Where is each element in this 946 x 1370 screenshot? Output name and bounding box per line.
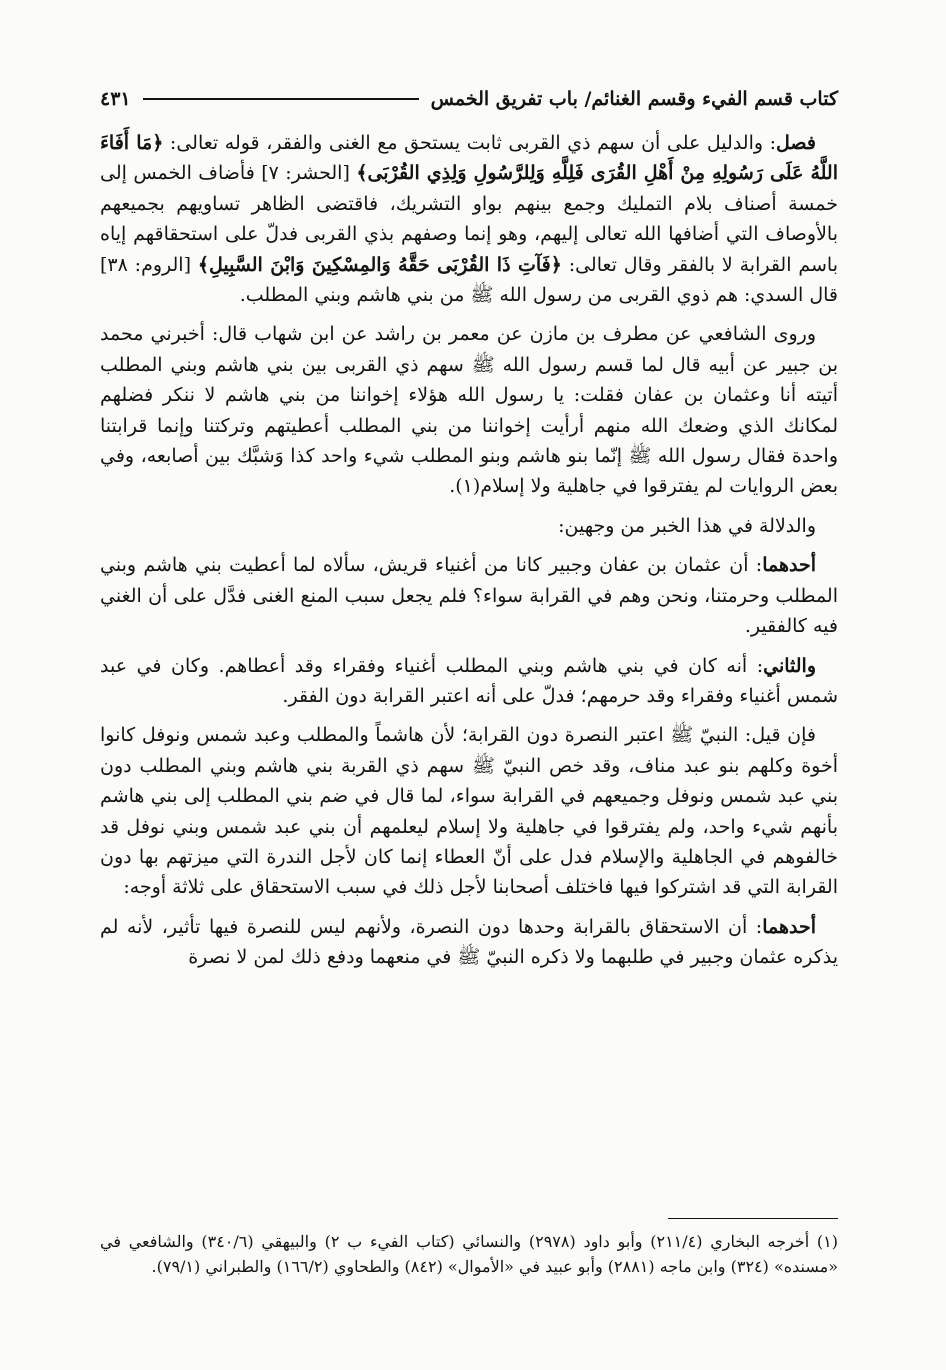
- paragraph-text: فإن قيل: النبيّ ﷺ اعتبر النصرة دون القرابة؛ لأن هاشماً والمطلب وعبد شمس ونوفل كانوا أخوة وكلهم بنو عبد مناف، وقد خص النبيّ ﷺ سهم ذي القربة بني هاشم وبني المطلب دون بني عبد شمس ونوفل وجميعهم في القرابة سواء، لما قال في ضم بني المطلب إلى بني هاشم بأنهم شيء واحد، ولم يفترقوا في جاهلية ولا إسلام ليعلمهم أن بني عبد شمس وبني نوفل قد خالفوهم في الجاهلية والإسلام فدل على أنّ العطاء إنما كان لأجل الندرة التي ميزتهم بها دون القرابة التي قد اشتركوا فيها فاختلف أصحابنا لأجل ذلك في سبب الاستحقاق على ثلاثة أوجه:: [100, 724, 838, 899]
- footnote-1: (١) أخرجه البخاري (٢١١/٤) وأبو داود (٢٩٧٨) والنسائي (كتاب الفيء ب ٢) والبيهقي (٣٤٠/٦) والشافعي في «مسنده» (٣٢٤) وابن ماجه (٢٨٨١) وأبو عبيد في «الأموال» (٨٤٢) والطحاوي (١٦٦/٢) والطبراني (٧٩/١).: [100, 1232, 839, 1276]
- paragraph-dalala: [100, 511, 838, 541]
- paragraph-fasl: [100, 128, 838, 310]
- paragraph-text: والدلالة في هذا الخبر من وجهين:: [558, 514, 816, 537]
- paragraph-first-view: [100, 912, 838, 973]
- point-heading: والثاني: [763, 654, 816, 677]
- footnotes: [100, 1218, 838, 1279]
- point-heading: أحدهما: [762, 554, 816, 577]
- paragraph-text: [الروم: ٣٨] قال السدي: هم ذوي القربى من رسول الله ﷺ من بني هاشم وبني المطلب.: [100, 253, 838, 307]
- header-title: كتاب قسم الفيء وقسم الغنائم/ باب تفريق الخمس: [430, 88, 838, 110]
- footnote-rule: [668, 1218, 838, 1219]
- paragraph-text: وروى الشافعي عن مطرف بن مازن عن معمر بن راشد عن ابن شهاب قال: أخبرني محمد بن جبير عن أبيه قال لما قسم رسول الله ﷺ سهم ذي القربى بين بني هاشم وبني المطلب أتيته أنا وعثمان بن عفان فقلت: يا رسول الله هؤلاء إخواننا من بني هاشم لا ننكر فضلهم لمكانك الذي وضعك الله منهم أرأيت إخواننا من بني المطلب أعطيتهم وتركتنا وإنما قرابتنا واحدة فقال رسول الله ﷺ إنّما بنو هاشم وبنو المطلب شيء واحد كذا وَشبَّك بين أصابعه، وفي بعض الروايات لم يفترقوا في جاهلية ولا إسلام(١).: [100, 323, 838, 498]
- paragraph-text: : أن عثمان بن عفان وجبير كانا من أغنياء قريش، سألاه لما أعطيت بني هاشم وبني المطلب وحرمتنا، ونحن وهم في القرابة سواء؟ فلم يجعل سبب المنع الغنى فدَّل على أن الغني فيه كالفقير.: [100, 554, 838, 638]
- paragraph-text: : والدليل على أن سهم ذي القربى ثابت يستحق مع الغنى والفقر، قوله تعالى:: [163, 132, 777, 154]
- paragraph-objection: [100, 720, 838, 902]
- quran-verse: ﴿مَا أَفَاءَ اللَّهُ عَلَى رَسُولِهِ مِنْ أَهْلِ القُرَى فَلِلَّهِ وَلِلرَّسُولِ وَلِذِي القُرْبَى﴾: [100, 132, 838, 185]
- paragraph-text: [الحشر: ٧] فأضاف الخمس إلى خمسة أصناف بلام التمليك وجمع بينهم بواو التشريك، فاقتضى الظاهر تساويهم بجميعهم بالأوصاف التي أضافها الله تعالى إليهم، وهو إنما وصفهم بذي القربى فدلّ على استحقاقهم إياه باسم القرابة لا بالفقر وقال تعالى:: [100, 162, 838, 276]
- quran-verse: ﴿فَآتِ ذَا القُرْبَى حَقَّهُ وَالمِسْكِينَ وَابْنَ السَّبِيلِ﴾: [197, 253, 562, 276]
- page-number: ٤٣١: [100, 88, 131, 110]
- main-text: [100, 128, 838, 973]
- paragraph-hadith: [100, 319, 838, 501]
- paragraph-second-aspect: [100, 651, 838, 712]
- section-heading: فصل: [776, 132, 816, 154]
- header-rule: [143, 98, 419, 100]
- paragraph-text: : أن الاستحقاق بالقرابة وحدها دون النصرة، ولأنهم ليس للنصرة فيها تأثير، لأنه لم يذكره عثمان وجبير في طلبهما ولا ذكره النبيّ ﷺ في منعهما ودفع ذلك لمن لا نصرة: [100, 915, 838, 969]
- point-heading: أحدهما: [762, 915, 816, 938]
- running-header: [100, 82, 838, 116]
- paragraph-first-aspect: [100, 550, 838, 641]
- paragraph-text: : أنه كان في بني هاشم وبني المطلب أغنياء وفقراء وقد أعطاهم. وكان في عبد شمس أغنياء وفقراء وقد حرمهم؛ فدلّ على أنه اعتبر القرابة دون الفقر.: [100, 654, 838, 707]
